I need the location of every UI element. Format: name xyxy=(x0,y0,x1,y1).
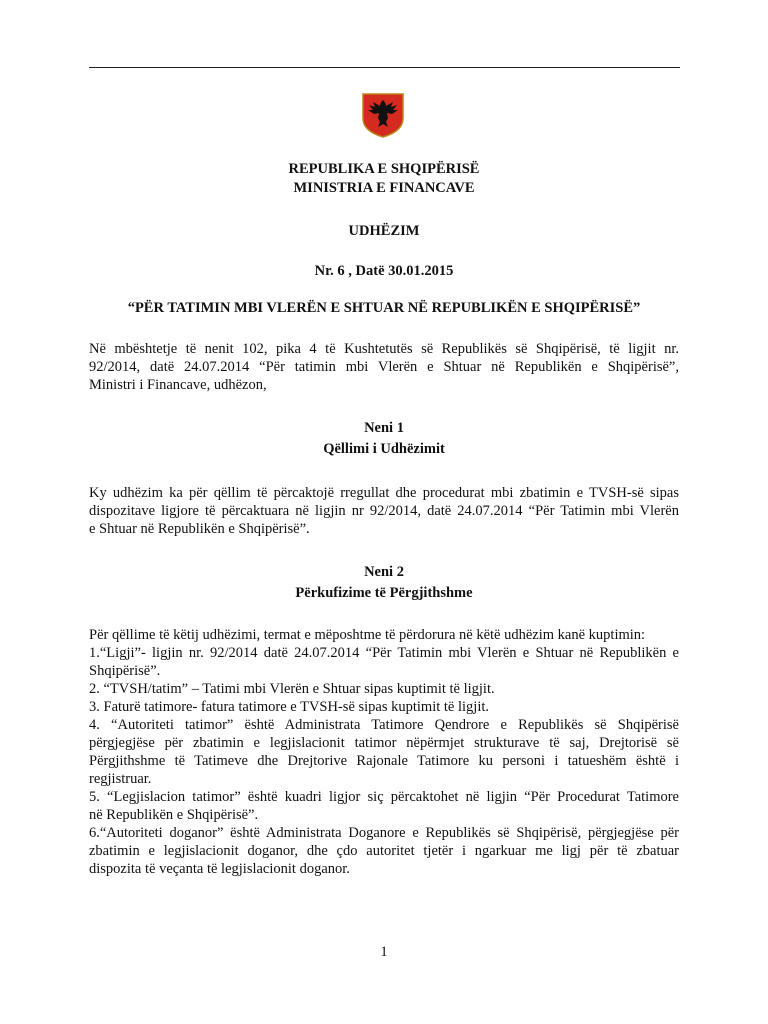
document-title: “PËR TATIMIN MBI VLERËN E SHTUAR NË REPUBLIKËN E SHQIPËRISË” xyxy=(127,300,641,316)
body-line: 1.“Ligji”- ligjin nr. 92/2014 datë 24.07.2014 “Për Tatimin mbi Vlerën e Shtuar në Republikën e xyxy=(89,645,679,661)
preamble-line: 92/2014, datë 24.07.2014 “Për tatimin mbi Vlerën e Shtuar në Republikën e Shqipërisë”, xyxy=(89,359,679,375)
article-1-heading: Neni 1 xyxy=(364,420,404,436)
document-type: UDHËZIM xyxy=(348,223,420,239)
body-line: 3. Faturë tatimore- fatura tatimore e TVSH-së sipas kuptimit të ligjit. xyxy=(89,699,490,715)
preamble xyxy=(89,340,679,394)
ministry-heading: MINISTRIA E FINANCAVE xyxy=(293,180,475,196)
body-line: Shqipërisë”. xyxy=(89,663,161,679)
body-line: 5. “Legjislacion tatimor” është kuadri ligjor siç përcaktohet në ligjin “Për Procedurat Tatimore xyxy=(89,789,679,805)
article-2-subheading: Përkufizime të Përgjithshme xyxy=(295,585,473,601)
header-rule xyxy=(89,67,680,68)
body-line: regjistruar. xyxy=(89,771,152,787)
article-2-body xyxy=(89,626,679,878)
article-1-subheading: Qëllimi i Udhëzimit xyxy=(323,441,445,457)
body-line: zbatimin e legjislacionit doganor, dhe çdo autoritet tjetër i ngarkuar me ligj për të zbatuar xyxy=(89,843,679,859)
article-2-heading: Neni 2 xyxy=(364,564,404,580)
article-1-body xyxy=(89,484,679,538)
body-line: 2. “TVSH/tatim” – Tatimi mbi Vlerën e Shtuar sipas kuptimit të ligjit. xyxy=(89,681,495,697)
document-number: Nr. 6 , Datë 30.01.2015 xyxy=(314,263,454,279)
republic-heading: REPUBLIKA E SHQIPËRISË xyxy=(288,161,480,177)
body-line: Ky udhëzim ka për qëllim të përcaktojë rregullat dhe procedurat mbi zbatimin e TVSH-së sipas xyxy=(89,485,679,501)
body-line: Për qëllime të këtij udhëzimi, termat e mëposhtme të përdorura në këtë udhëzim kanë kuptimin: xyxy=(89,627,646,643)
body-line: dispozita të veçanta të legjislacionit doganor. xyxy=(89,861,350,877)
body-line: dispozitave ligjore të përcaktuara në ligjin nr 92/2014, datë 24.07.2014 “Për Tatimin mbi Vlerën xyxy=(89,503,679,519)
body-line: përgjegjëse për zbatimin e legjislacionit tatimor nëpërmjet strukturave të saj, Drejtorisë së xyxy=(89,735,679,751)
body-line: e Shtuar në Republikën e Shqipërisë”. xyxy=(89,521,310,537)
page-number: 1 xyxy=(380,944,388,960)
preamble-line: Në mbështetje të nenit 102, pika 4 të Kushtetutës së Republikës së Shqipërisë, të ligjit nr. xyxy=(89,341,679,357)
coat-of-arms-icon xyxy=(360,91,406,138)
body-line: në Republikën e Shqipërisë”. xyxy=(89,807,259,823)
body-line: 6.“Autoriteti doganor” është Administrata Doganore e Republikës së Shqipërisë, përgjegjëse për xyxy=(89,825,679,841)
body-line: 4. “Autoriteti tatimor” është Administrata Tatimore Qendrore e Republikës së Shqipërisë xyxy=(89,717,679,733)
body-line: Përgjithshme të Tatimeve dhe Drejtorive Rajonale Tatimore ku personi i tatueshëm është i xyxy=(89,753,679,769)
preamble-line: Ministri i Financave, udhëzon, xyxy=(89,377,267,393)
